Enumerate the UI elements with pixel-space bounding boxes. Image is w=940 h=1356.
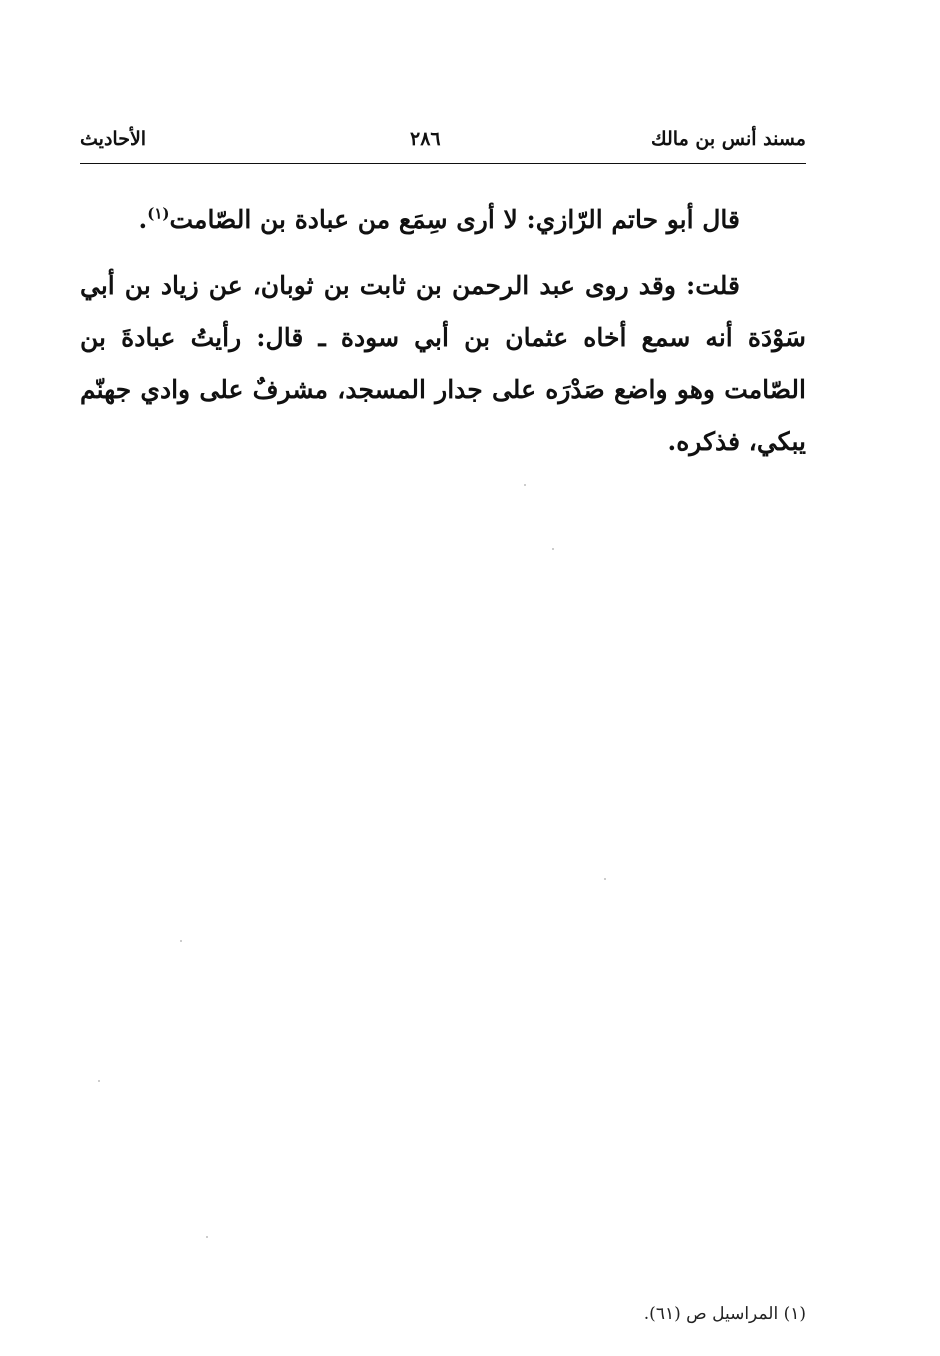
main-text [80,194,806,468]
scan-speck [206,1236,208,1238]
scan-speck [180,940,182,942]
footnote: (١) المراسيل ص (٦١). [643,1304,806,1324]
section-title: الأحاديث [80,128,147,150]
footnote-marker: (١) [147,204,170,223]
scan-speck [552,548,554,550]
paragraph-abu-hatim [80,194,806,246]
paragraph-tail: . [138,205,148,234]
page-number: ٢٨٦ [410,128,441,150]
scan-speck [524,484,526,486]
paragraph-qultu: قلت: وقد روى عبد الرحمن بن ثابت بن ثوبان، عن زياد بن أبي سَوْدَة أنه سمع أخاه عثمان بن أبي سودة ـ قال: رأيتُ عبادةَ بن الصّامت وهو واضع صَدْرَه على جدار المسجد، مشرفٌ على وادي جهنّم يبكي، فذكره. [80,271,806,456]
running-header [80,128,806,162]
book-title: مسند أنس بن مالك [651,128,806,150]
paragraph-text: قال أبو حاتم الرّازي: لا أرى سِمَع من عبادة بن الصّامت [169,205,740,234]
header-rule [80,163,806,164]
scan-speck [98,1080,100,1082]
scan-speck [604,878,606,880]
